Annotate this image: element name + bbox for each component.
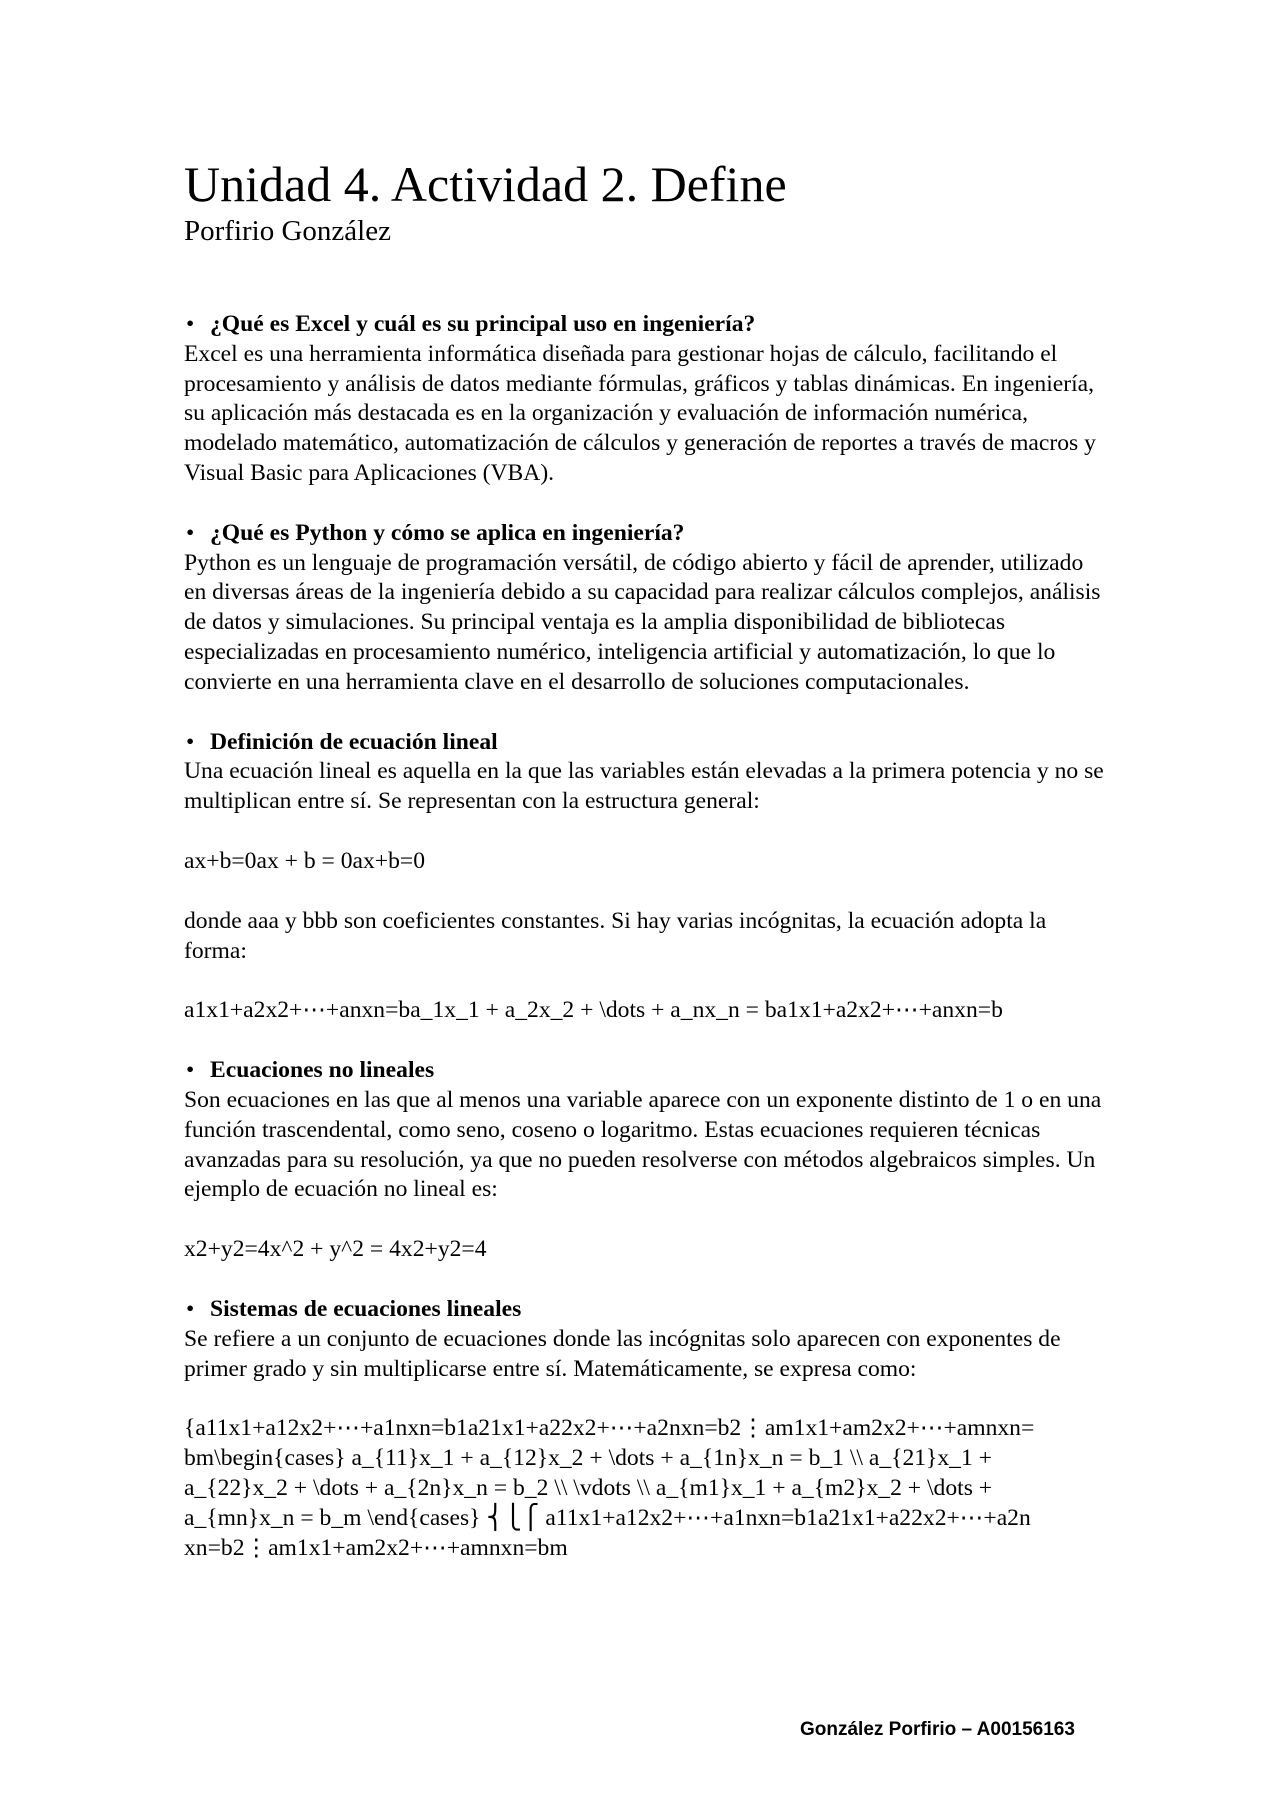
bullet-icon: • [186, 311, 195, 337]
formula-nonlinear-example: x2+y2=4x^2 + y^2 = 4x2+y2=4 [184, 1236, 487, 1263]
formula-line: {a11x1+a12x2+⋯+a1nxn=b1a21x1+a22x2+⋯+a2nxn=b2⋮am1x1+am2x2+⋯+amnxn= [184, 1415, 1035, 1442]
bullet-icon: • [186, 519, 195, 546]
section-body-linear-equation: Una ecuación lineal es aquella en la que las variables están elevadas a la primera potencia y no se multiplican entre sí. Se representan con la estructura general: [184, 758, 1104, 815]
section-heading-nonlinear: • Ecuaciones no lineales [184, 1056, 1104, 1086]
section-heading-python: • ¿Qué es Python y cómo se aplica en ingeniería? [184, 519, 1104, 549]
page-footer: González Porfirio – A00156163 [800, 1719, 1075, 1740]
section-heading-excel: • ¿Qué es Excel y cuál es su principal uso en ingeniería? [184, 310, 1104, 340]
bullet-icon: • [186, 728, 195, 755]
formula-line: xn=b2⋮am1x1+am2x2+⋯+amnxn=bm [184, 1534, 568, 1561]
bullet-icon: • [186, 1295, 195, 1322]
document-title: Unidad 4. Actividad 2. Define [184, 156, 787, 212]
section-body-linear-equation-2: donde aaa y bbb son coeficientes constantes. Si hay varias incógnitas, la ecuación adopta la forma: [184, 907, 1047, 964]
section-body-linear-systems: Se refiere a un conjunto de ecuaciones donde las incógnitas solo aparecen con exponentes de primer grado y sin multiplicarse entre sí. Matemáticamente, se expresa como: [184, 1325, 1061, 1382]
brace-icon: ⎨⎩⎧ [480, 1504, 546, 1531]
document-body [184, 310, 1104, 1563]
bullet-icon: • [186, 1057, 195, 1084]
section-body-python: Python es un lenguaje de programación versátil, de código abierto y fácil de aprender, utilizado en diversas áreas de la ingeniería debido a su capacidad para realizar cálculos complejos, análisis de datos y simulaciones. Su principal ventaja es la amplia disponibilidad de bibliotecas especializadas en procesamiento numérico, inteligencia artificial y automatización, lo que lo convierte en una herramienta clave en el desarrollo de soluciones computacionales. [184, 549, 1101, 695]
document-author: Porfirio González [184, 215, 391, 247]
formula-line: a_{mn}x_n = b_m \end{cases} ⎨⎩⎧ a11x1+a12x2+⋯+a1nxn=b1a21x1+a22x2+⋯+a2n [184, 1504, 1031, 1531]
formula-linear-multi: a1x1+a2x2+⋯+anxn=ba_1x_1 + a_2x_2 + \dots + a_nx_n = ba1x1+a2x2+⋯+anxn=b [184, 997, 1003, 1024]
formula-line: bm\begin{cases} a_{11}x_1 + a_{12}x_2 + \dots + a_{1n}x_n = b_1 \\ a_{21}x_1 + [184, 1445, 992, 1472]
section-heading-linear-equation: • Definición de ecuación lineal [184, 728, 1104, 758]
formula-linear-system [184, 1414, 1104, 1563]
section-heading-linear-systems: • Sistemas de ecuaciones lineales [184, 1295, 1104, 1325]
formula-line: a_{22}x_2 + \dots + a_{2n}x_n = b_2 \\ \vdots \\ a_{m1}x_1 + a_{m2}x_2 + \dots + [184, 1474, 993, 1501]
formula-linear-general: ax+b=0ax + b = 0ax+b=0 [184, 847, 426, 874]
section-body-excel: Excel es una herramienta informática diseñada para gestionar hojas de cálculo, facilitando el procesamiento y análisis de datos mediante fórmulas, gráficos y tablas dinámicas. En ingeniería, su aplicación más destacada es en la organización y evaluación de información numérica, modelado matemático, automatización de cálculos y generación de reportes a través de macros y Visual Basic para Aplicaciones (VBA). [184, 340, 1096, 486]
section-body-nonlinear: Son ecuaciones en las que al menos una variable aparece con un exponente distinto de 1 o en una función trascendental, como seno, coseno o logaritmo. Estas ecuaciones requieren técnicas avanzadas para su resolución, ya que no pueden resolverse con métodos algebraicos simples. Un ejemplo de ecuación no lineal es: [184, 1086, 1102, 1203]
